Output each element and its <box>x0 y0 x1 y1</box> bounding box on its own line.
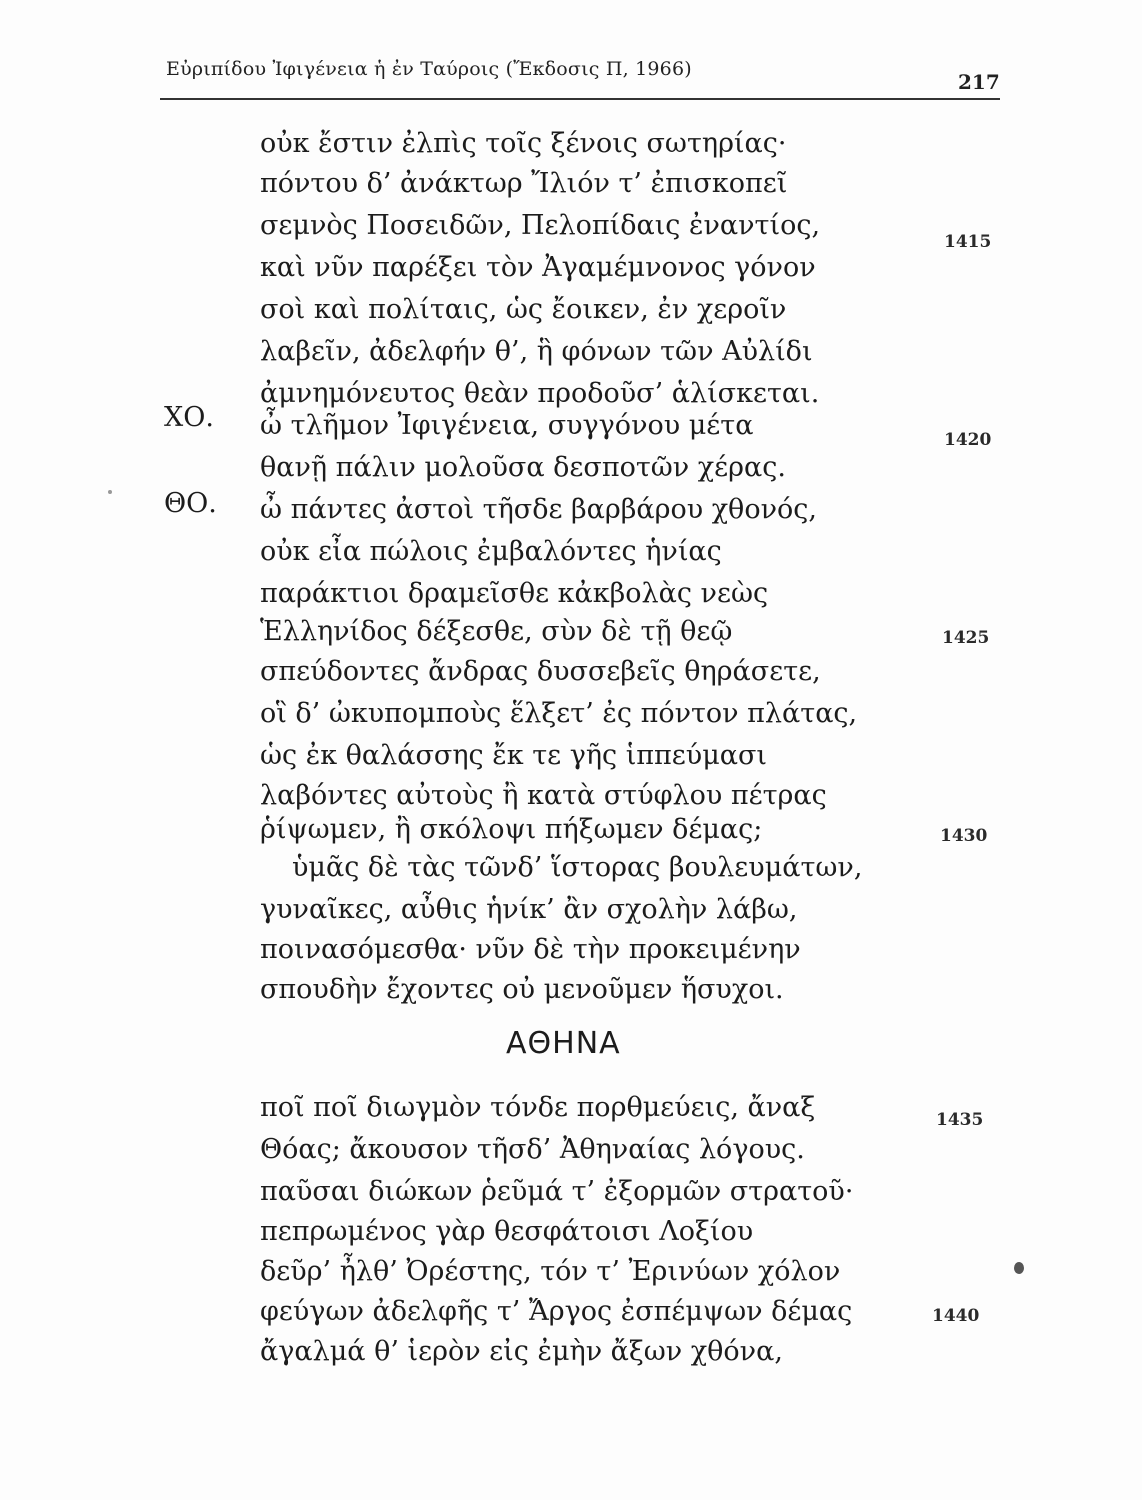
speaker-heading-athena: ΑΘΗΝΑ <box>506 1026 621 1061</box>
verse-line: Θόας; ἄκουσον τῆσδ’ Ἀθηναίας λόγους. <box>260 1134 805 1165</box>
header-rule <box>160 98 1000 100</box>
verse-line: σοὶ καὶ πολίταις, ὡς ἔοικεν, ἐν χεροῖν <box>260 294 787 325</box>
verse-line: καὶ νῦν παρέξει τὸν Ἀγαμέμνονος γόνον <box>260 252 816 283</box>
verse-line: οὐκ εἶα πώλοις ἐμβαλόντες ἡνίας <box>260 536 722 567</box>
verse-line: ὦ τλῆμον Ἰφιγένεια, συγγόνου μέτα <box>260 410 754 441</box>
ink-blot <box>1014 1262 1024 1274</box>
line-number: 1425 <box>942 628 990 648</box>
verse-line: γυναῖκες, αὖθις ἡνίκ’ ἂν σχολὴν λάβω, <box>260 894 798 925</box>
speaker-label-thoas: ΘΟ. <box>164 488 217 519</box>
verse-line: ὦ πάντες ἀστοὶ τῆσδε βαρβάρου χθονός, <box>260 494 817 525</box>
verse-line: φεύγων ἀδελφῆς τ’ Ἄργος ἐσπέμψων δέμας <box>260 1296 853 1327</box>
verse-line: Ἑλληνίδος δέξεσθε, σὺν δὲ τῇ θεῷ <box>260 616 733 647</box>
line-number: 1420 <box>944 430 992 450</box>
verse-line: πεπρωμένος γὰρ θεσφάτοισι Λοξίου <box>260 1216 754 1247</box>
line-number: 1440 <box>932 1306 980 1326</box>
verse-line: παράκτιοι δραμεῖσθε κἀκβολὰς νεὼς <box>260 578 769 609</box>
line-number: 1415 <box>944 232 992 252</box>
verse-line: ὑμᾶς δὲ τὰς τῶνδ’ ἵστορας βουλευμάτων, <box>292 852 863 883</box>
verse-line: δεῦρ’ ἦλθ’ Ὀρέστης, τόν τ’ Ἐρινύων χόλον <box>260 1256 841 1287</box>
verse-line: σεμνὸς Ποσειδῶν, Πελοπίδαις ἐναντίος, <box>260 210 821 241</box>
verse-line: ἄγαλμά θ’ ἱερὸν εἰς ἐμὴν ἄξων χθόνα, <box>260 1336 783 1367</box>
verse-line: ῥίψωμεν, ἢ σκόλοψι πήξωμεν δέμας; <box>260 814 763 845</box>
verse-line: ποινασόμεσθα· νῦν δὲ τὴν προκειμένην <box>260 934 801 965</box>
verse-line: οἳ δ’ ὠκυπομποὺς ἕλξετ’ ἐς πόντον πλάτας, <box>260 698 858 729</box>
running-header: Εὐριπίδου Ἰφιγένεια ἡ ἐν Ταύροις (Ἔκδοσις Π, 1966) <box>166 58 692 80</box>
page-number: 217 <box>958 70 1000 94</box>
verse-line: ἀμνημόνευτος θεὰν προδοῦσ’ ἁλίσκεται. <box>260 378 820 409</box>
verse-line: παῦσαι διώκων ῥεῦμά τ’ ἐξορμῶν στρατοῦ· <box>260 1176 854 1207</box>
verse-line: ὡς ἐκ θαλάσσης ἔκ τε γῆς ἱππεύμασι <box>260 740 767 771</box>
verse-line: πόντου δ’ ἀνάκτωρ Ἴλιόν τ’ ἐπισκοπεῖ <box>260 168 788 199</box>
verse-line: λαβόντες αὐτοὺς ἢ κατὰ στύφλου πέτρας <box>260 780 827 811</box>
line-number: 1430 <box>940 826 988 846</box>
line-number: 1435 <box>936 1110 984 1130</box>
verse-line: θανῇ πάλιν μολοῦσα δεσποτῶν χέρας. <box>260 452 786 483</box>
ink-speck <box>108 490 112 494</box>
verse-line: οὐκ ἔστιν ἐλπὶς τοῖς ξένοις σωτηρίας· <box>260 128 787 159</box>
verse-line: σπουδὴν ἔχοντες οὐ μενοῦμεν ἥσυχοι. <box>260 974 784 1005</box>
verse-line: λαβεῖν, ἀδελφήν θ’, ἣ φόνων τῶν Αὐλίδι <box>260 336 813 367</box>
verse-line: ποῖ ποῖ διωγμὸν τόνδε πορθμεύεις, ἄναξ <box>260 1092 816 1123</box>
verse-line: σπεύδοντες ἄνδρας δυσσεβεῖς θηράσετε, <box>260 656 821 687</box>
speaker-label-chorus: ΧΟ. <box>164 402 214 433</box>
